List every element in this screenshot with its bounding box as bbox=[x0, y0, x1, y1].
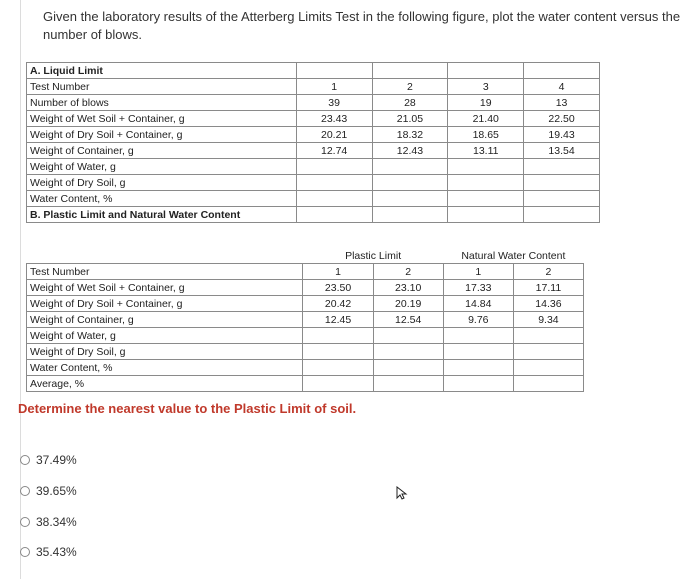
prompt-text: Determine the nearest value to the Plastic Limit of soil. bbox=[18, 401, 357, 416]
table-row bbox=[27, 312, 584, 328]
natural-water-group-header: Natural Water Content bbox=[461, 249, 566, 262]
cell: 1 bbox=[303, 264, 373, 280]
table-row bbox=[27, 79, 600, 95]
cell bbox=[372, 191, 448, 207]
cell bbox=[443, 344, 513, 360]
table-row bbox=[27, 344, 584, 360]
cell bbox=[443, 360, 513, 376]
cell: 13.54 bbox=[524, 143, 600, 159]
cell bbox=[372, 159, 448, 175]
cell: 17.11 bbox=[513, 280, 583, 296]
cell bbox=[372, 175, 448, 191]
table-row bbox=[27, 376, 584, 392]
row-label: Weight of Water, g bbox=[27, 328, 303, 344]
cell: 23.43 bbox=[296, 111, 372, 127]
cell: 2 bbox=[513, 264, 583, 280]
table-row bbox=[27, 328, 584, 344]
cell bbox=[524, 159, 600, 175]
answer-option-2[interactable] bbox=[20, 484, 77, 498]
row-label: Test Number bbox=[27, 264, 303, 280]
cell bbox=[296, 159, 372, 175]
cell: 23.50 bbox=[303, 280, 373, 296]
radio-circle-icon[interactable] bbox=[20, 547, 30, 557]
cell: 23.10 bbox=[373, 280, 443, 296]
plastic-limit-table bbox=[26, 248, 584, 392]
table-row bbox=[27, 159, 600, 175]
question-text: Given the laboratory results of the Atterberg Limits Test in the following figure, plot the water content versus the number of blows. bbox=[43, 9, 681, 42]
table-row bbox=[27, 175, 600, 191]
cell: 13 bbox=[524, 95, 600, 111]
cell: 2 bbox=[372, 79, 448, 95]
cell bbox=[373, 344, 443, 360]
table-row bbox=[27, 360, 584, 376]
radio-circle-icon[interactable] bbox=[20, 517, 30, 527]
liquid-limit-title: A. Liquid Limit bbox=[27, 63, 297, 79]
row-label: Weight of Container, g bbox=[27, 143, 297, 159]
table-row bbox=[27, 280, 584, 296]
cell: 13.11 bbox=[448, 143, 524, 159]
cell: 1 bbox=[296, 79, 372, 95]
cell: 21.40 bbox=[448, 111, 524, 127]
cell bbox=[296, 191, 372, 207]
row-label: Weight of Wet Soil + Container, g bbox=[27, 280, 303, 296]
cell: 17.33 bbox=[443, 280, 513, 296]
table-row bbox=[27, 143, 600, 159]
row-label: Weight of Dry Soil, g bbox=[27, 344, 303, 360]
cell: 28 bbox=[372, 95, 448, 111]
row-label: Water Content, % bbox=[27, 191, 297, 207]
cell: 20.42 bbox=[303, 296, 373, 312]
cell bbox=[443, 376, 513, 392]
cell: 12.54 bbox=[373, 312, 443, 328]
option-label: 37.49% bbox=[36, 453, 77, 467]
cell bbox=[513, 360, 583, 376]
cell bbox=[513, 344, 583, 360]
mouse-pointer-icon bbox=[396, 486, 408, 500]
radio-circle-icon[interactable] bbox=[20, 486, 30, 496]
cell: 22.50 bbox=[524, 111, 600, 127]
answer-option-1[interactable] bbox=[20, 453, 77, 467]
row-label: Weight of Dry Soil + Container, g bbox=[27, 127, 297, 143]
cell: 12.43 bbox=[372, 143, 448, 159]
cell bbox=[296, 175, 372, 191]
cell: 4 bbox=[524, 79, 600, 95]
option-label: 39.65% bbox=[36, 484, 77, 498]
cell: 18.32 bbox=[372, 127, 448, 143]
row-label: Weight of Dry Soil, g bbox=[27, 175, 297, 191]
cell: 12.74 bbox=[296, 143, 372, 159]
cell: 2 bbox=[373, 264, 443, 280]
cell: 1 bbox=[443, 264, 513, 280]
cell: 12.45 bbox=[303, 312, 373, 328]
cell bbox=[448, 175, 524, 191]
cell bbox=[373, 360, 443, 376]
cell: 18.65 bbox=[448, 127, 524, 143]
cell bbox=[303, 376, 373, 392]
plastic-limit-group-header: Plastic Limit bbox=[345, 249, 402, 262]
cell bbox=[443, 328, 513, 344]
cell: 20.21 bbox=[296, 127, 372, 143]
cell bbox=[303, 344, 373, 360]
table-row bbox=[27, 264, 584, 280]
cell bbox=[513, 376, 583, 392]
cell: 20.19 bbox=[373, 296, 443, 312]
row-label: Number of blows bbox=[27, 95, 297, 111]
cell bbox=[303, 328, 373, 344]
cell: 9.34 bbox=[513, 312, 583, 328]
answer-option-3[interactable] bbox=[20, 515, 77, 529]
cell bbox=[448, 191, 524, 207]
row-label: Average, % bbox=[27, 376, 303, 392]
cell bbox=[524, 191, 600, 207]
row-label: Water Content, % bbox=[27, 360, 303, 376]
cell bbox=[448, 159, 524, 175]
table-row bbox=[27, 191, 600, 207]
cell bbox=[524, 175, 600, 191]
row-label: Test Number bbox=[27, 79, 297, 95]
cell bbox=[513, 328, 583, 344]
plastic-limit-title: B. Plastic Limit and Natural Water Content bbox=[27, 207, 297, 223]
cell bbox=[373, 328, 443, 344]
cell: 39 bbox=[296, 95, 372, 111]
table-row bbox=[27, 127, 600, 143]
cell: 21.05 bbox=[372, 111, 448, 127]
cell: 14.84 bbox=[443, 296, 513, 312]
cell: 3 bbox=[448, 79, 524, 95]
radio-circle-icon[interactable] bbox=[20, 455, 30, 465]
option-label: 35.43% bbox=[36, 545, 77, 559]
row-label: Weight of Water, g bbox=[27, 159, 297, 175]
answer-option-4[interactable] bbox=[20, 545, 77, 559]
cell bbox=[303, 360, 373, 376]
cell bbox=[373, 376, 443, 392]
row-label: Weight of Container, g bbox=[27, 312, 303, 328]
table-row bbox=[27, 111, 600, 127]
option-label: 38.34% bbox=[36, 515, 77, 529]
table-row bbox=[27, 296, 584, 312]
cell: 19 bbox=[448, 95, 524, 111]
cell: 14.36 bbox=[513, 296, 583, 312]
cell: 19.43 bbox=[524, 127, 600, 143]
row-label: Weight of Wet Soil + Container, g bbox=[27, 111, 297, 127]
liquid-limit-table bbox=[26, 62, 600, 223]
row-label: Weight of Dry Soil + Container, g bbox=[27, 296, 303, 312]
table-row bbox=[27, 95, 600, 111]
cell: 9.76 bbox=[443, 312, 513, 328]
